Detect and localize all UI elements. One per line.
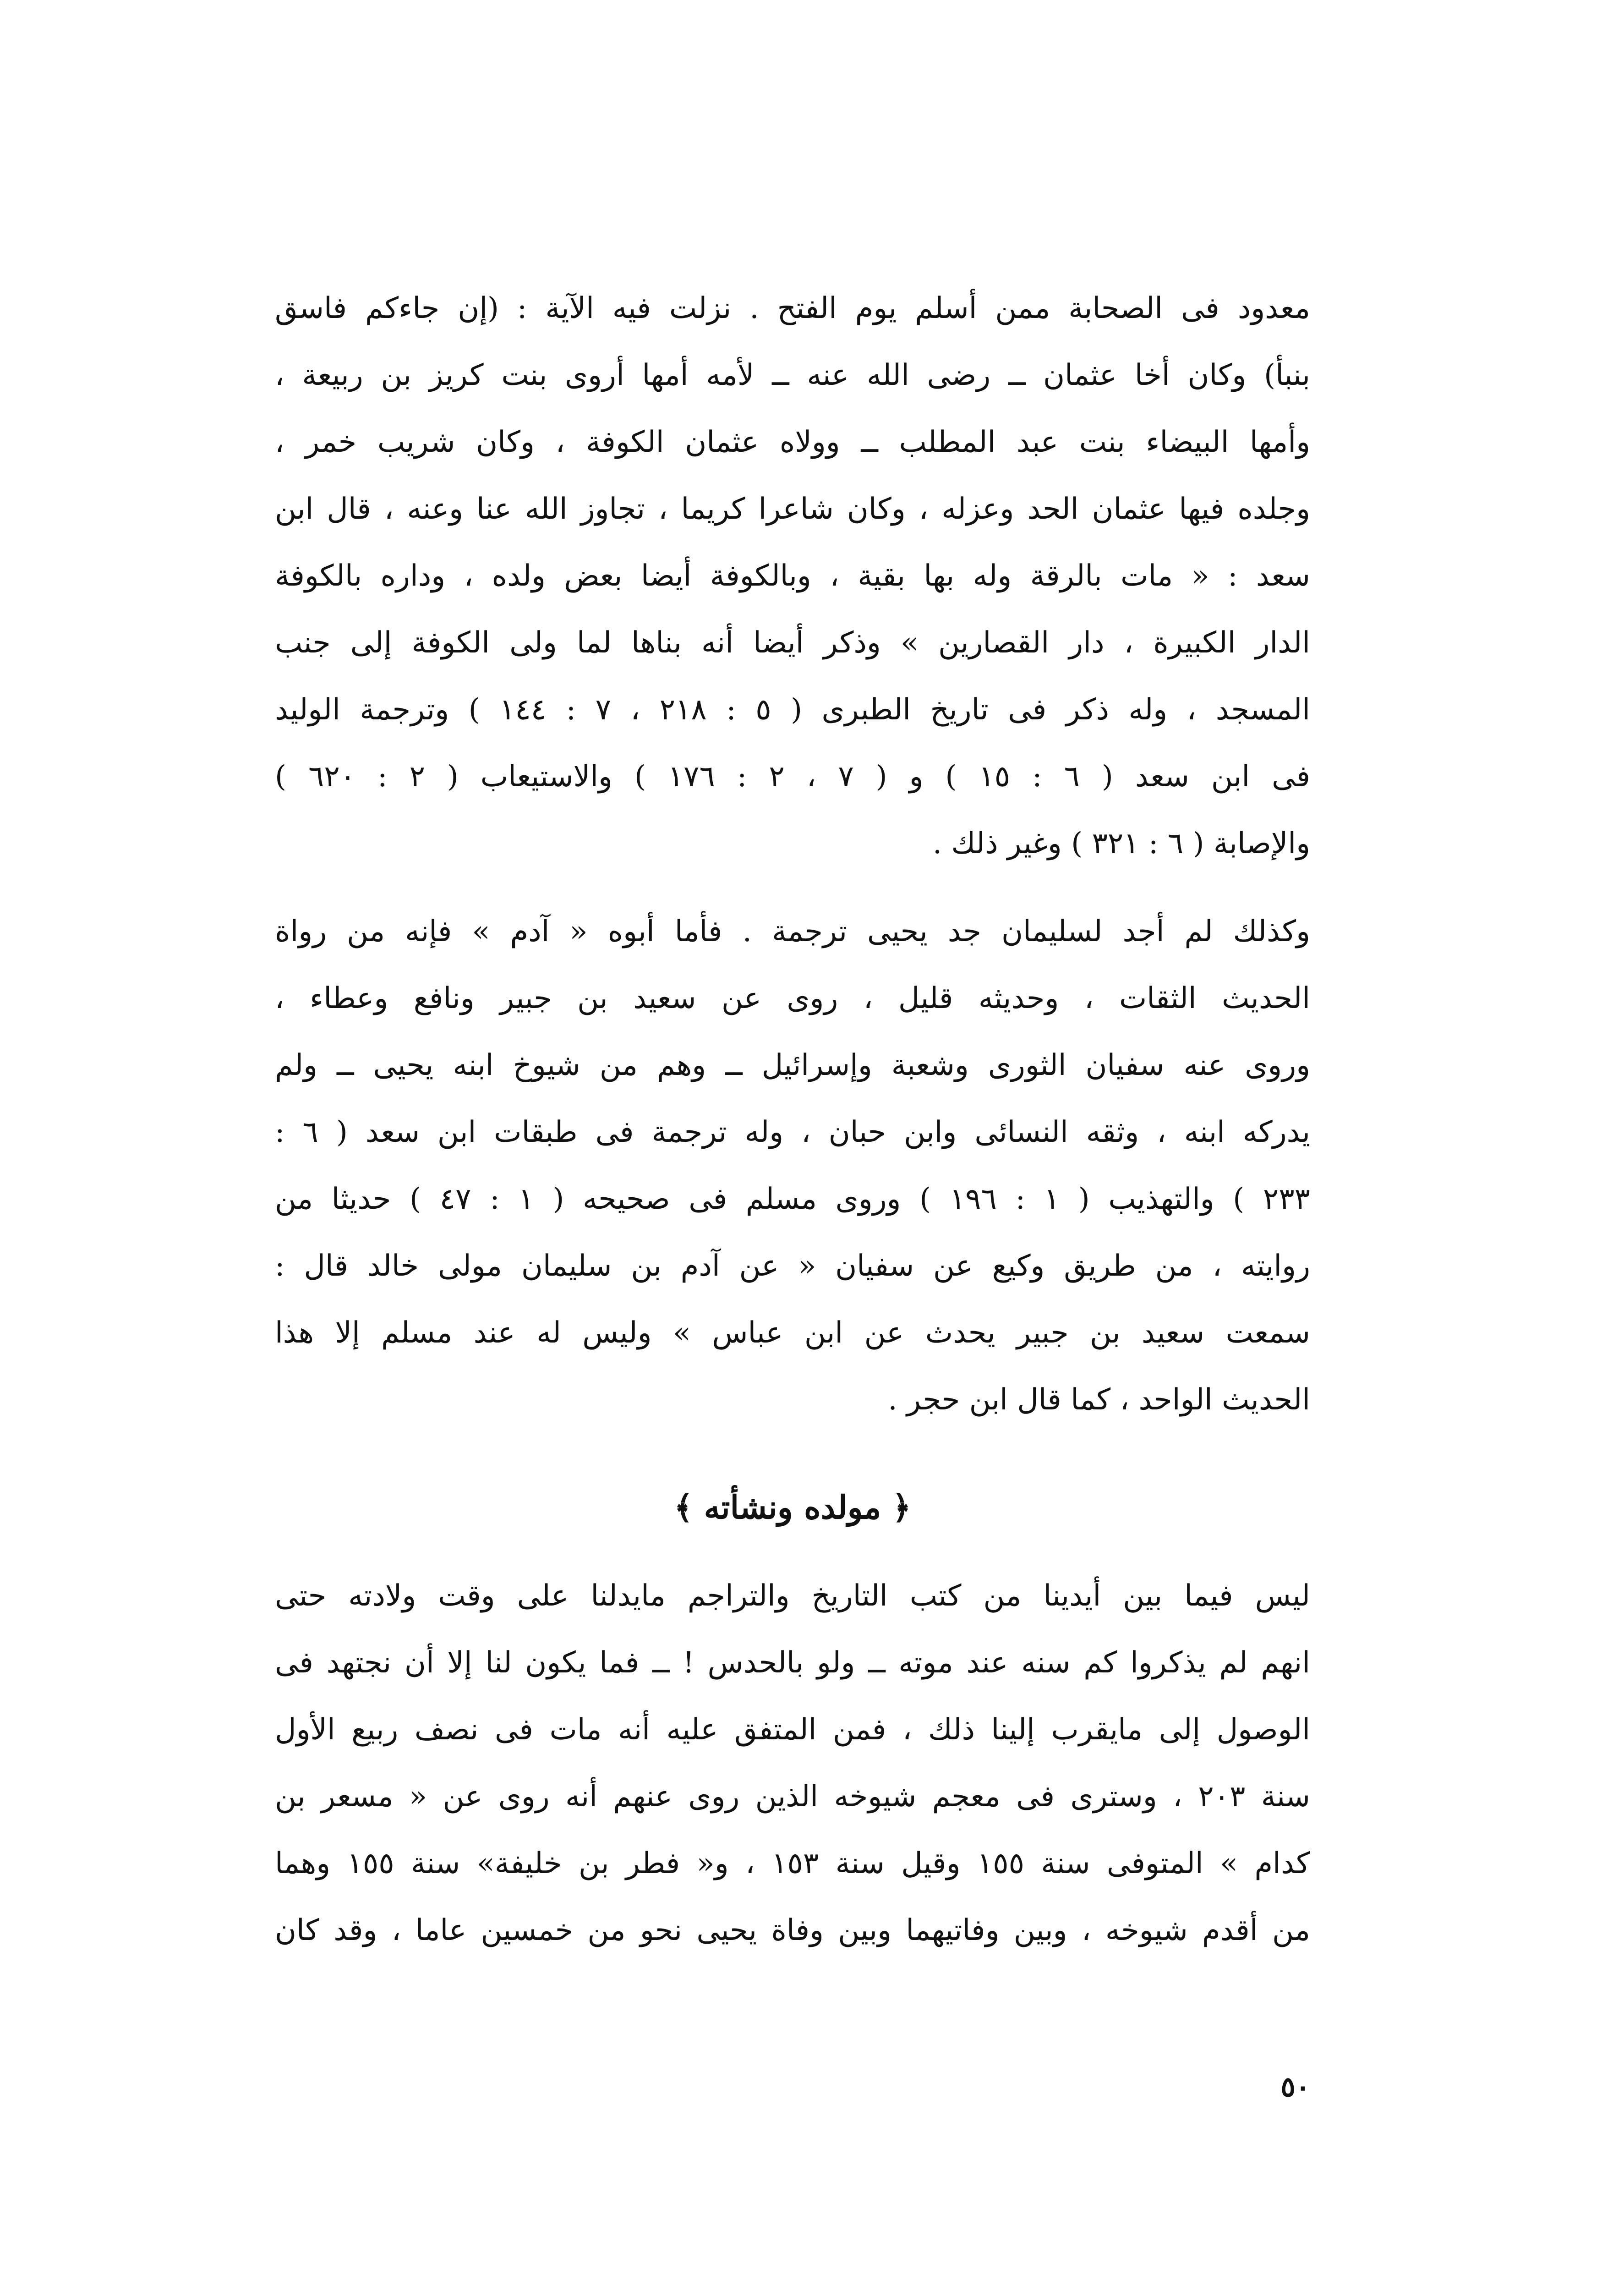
text-line: روايته ، من طريق وكيع عن سفيان « عن آدم بن سليمان مولى خالد قال : [275, 1249, 1310, 1283]
paragraph-1 [275, 275, 1310, 877]
text-line: الوصول إلى مايقرب إلينا ذلك ، فمن المتفق عليه أنه مات فى نصف ربيع الأول [275, 1713, 1310, 1747]
paragraph-2 [275, 898, 1310, 1433]
text-line: وجلده فيها عثمان الحد وعزله ، وكان شاعرا كريما ، تجاوز الله عنا وعنه ، قال ابن [275, 492, 1310, 526]
text-line: معدود فى الصحابة ممن أسلم يوم الفتح . نزلت فيه الآية : (إن جاءكم فاسق [275, 291, 1310, 325]
page-number: ٥٠ [1280, 2071, 1310, 2103]
text-line: من أقدم شيوخه ، وبين وفاتيهما وبين وفاة يحيى نحو من خمسين عاما ، وقد كان [275, 1913, 1310, 1947]
text-line: الحديث الواحد ، كما قال ابن حجر . [888, 1383, 1310, 1417]
text-line: بنبأ) وكان أخا عثمان ــ رضى الله عنه ــ لأمه أمها أروى بنت كريز بن ربيعة ، [275, 358, 1310, 392]
section-heading: ﴿ مولده ونشأته ﴾ [674, 1488, 911, 1526]
text-line: وأمها البيضاء بنت عبد المطلب ــ وولاه عثمان الكوفة ، وكان شريب خمر ، [275, 425, 1310, 459]
text-line: وكذلك لم أجد لسليمان جد يحيى ترجمة . فأما أبوه « آدم » فإنه من رواة [275, 915, 1310, 948]
paragraph-3 [275, 1562, 1310, 1964]
text-line: سنة ٢٠٣ ، وسترى فى معجم شيوخه الذين روى عنهم أنه روى عن « مسعر بن [275, 1780, 1310, 1814]
text-line: وروى عنه سفيان الثورى وشعبة وإسرائيل ــ وهم من شيوخ ابنه يحيى ــ ولم [275, 1048, 1310, 1082]
text-line: فى ابن سعد ( ٦ : ١٥ ) و ( ٧ ، ٢ : ١٧٦ ) والاستيعاب ( ٢ : ٦٢٠ ) [275, 760, 1310, 794]
text-line: انهم لم يذكروا كم سنه عند موته ــ ولو بالحدس ! ــ فما يكون لنا إلا أن نجتهد فى [275, 1646, 1310, 1680]
text-line: سعد : « مات بالرقة وله بها بقية ، وبالكوفة أيضا بعض ولده ، وداره بالكوفة [275, 559, 1310, 593]
text-line: الدار الكبيرة ، دار القصارين » وذكر أيضا أنه بناها لما ولى الكوفة إلى جنب [275, 626, 1310, 660]
text-line: سمعت سعيد بن جبير يحدث عن ابن عباس » وليس له عند مسلم إلا هذا [275, 1316, 1310, 1350]
text-line: ليس فيما بين أيدينا من كتب التاريخ والتراجم مايدلنا على وقت ولادته حتى [275, 1579, 1310, 1613]
text-line: والإصابة ( ٦ : ٣٢١ ) وغير ذلك . [932, 827, 1310, 860]
text-line: كدام » المتوفى سنة ١٥٥ وقيل سنة ١٥٣ ، و« فطر بن خليفة» سنة ١٥٥ وهما [275, 1847, 1310, 1880]
text-line: المسجد ، وله ذكر فى تاريخ الطبرى ( ٥ : ٢١٨ ، ٧ : ١٤٤ ) وترجمة الوليد [275, 693, 1310, 727]
text-line: الحديث الثقات ، وحديثه قليل ، روى عن سعيد بن جبير ونافع وعطاء ، [275, 981, 1310, 1015]
text-line: ٢٣٣ ) والتهذيب ( ١ : ١٩٦ ) وروى مسلم فى صحيحه ( ١ : ٤٧ ) حديثا من [275, 1182, 1310, 1216]
text-line: يدركه ابنه ، وثقه النسائى وابن حبان ، وله ترجمة فى طبقات ابن سعد ( ٦ : [275, 1115, 1310, 1149]
